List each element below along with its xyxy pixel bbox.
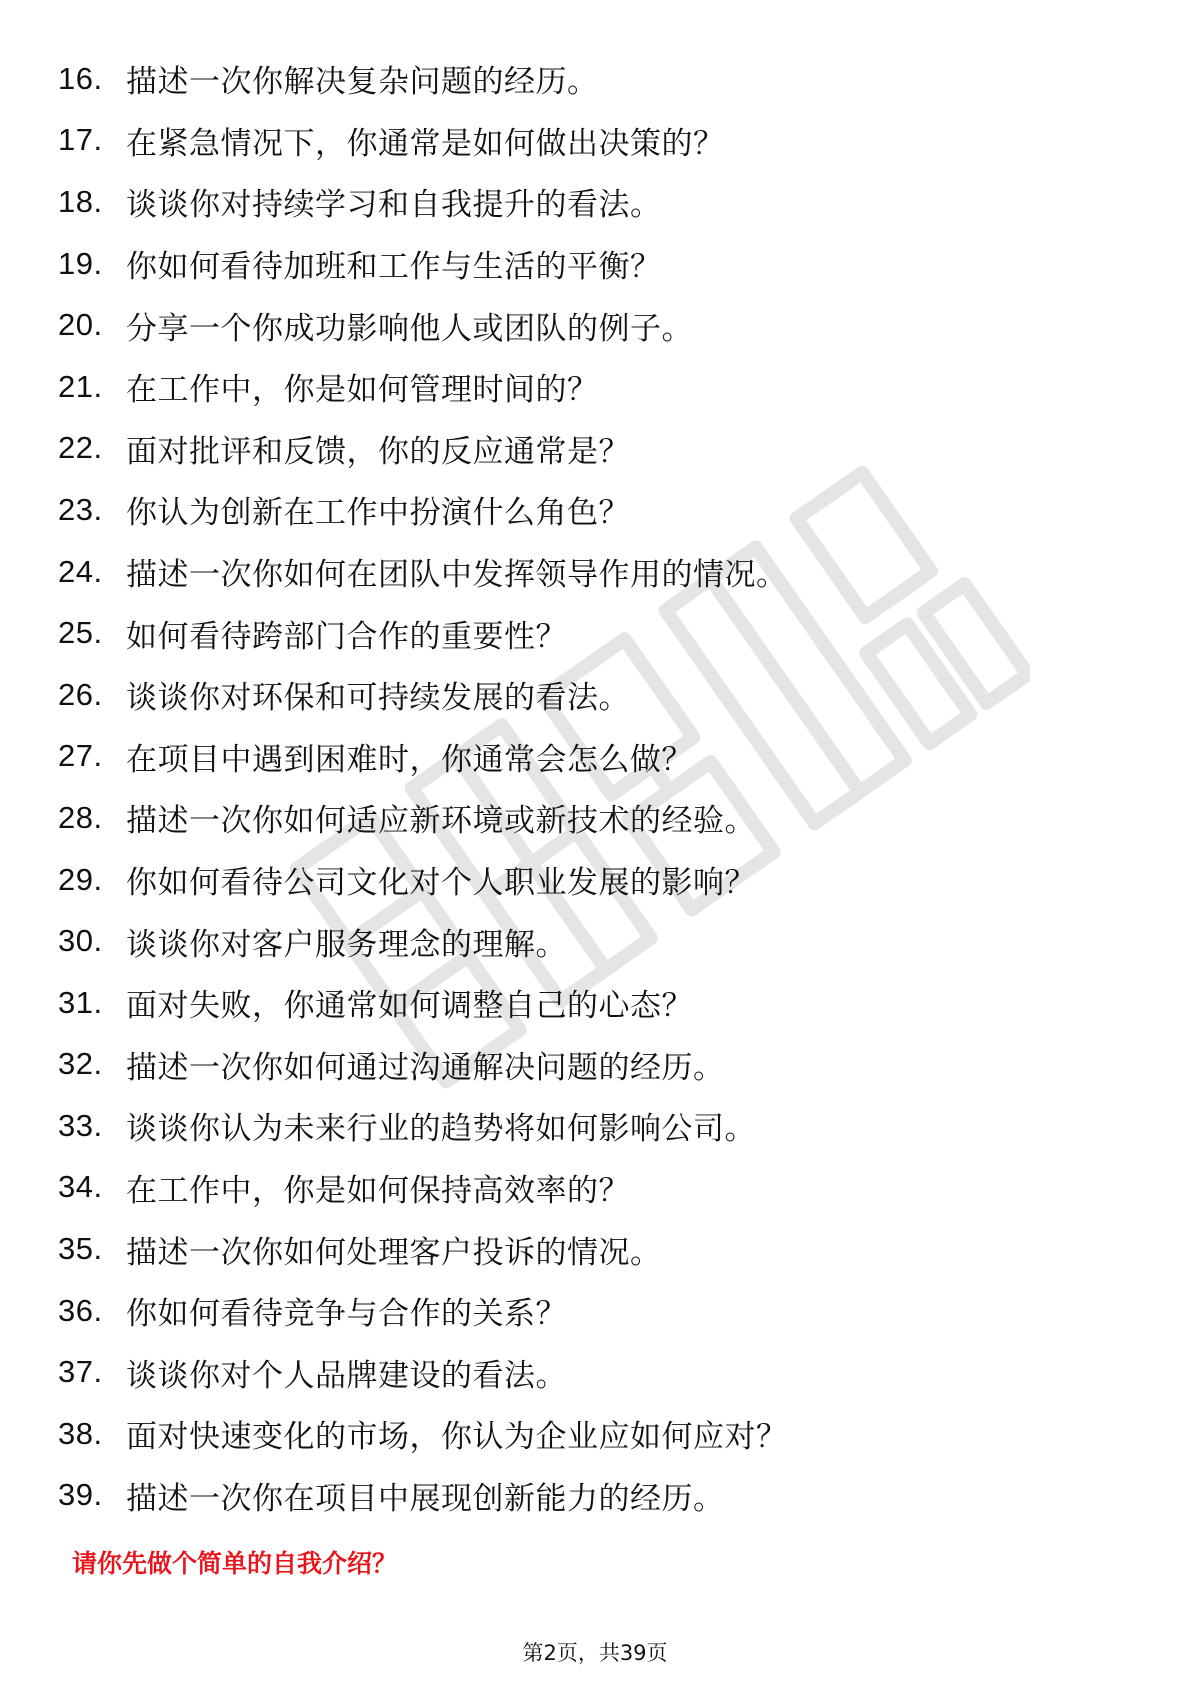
- question-text: 在项目中遇到困难时，你通常会怎么做？: [126, 741, 693, 778]
- highlight-question: 请你先做个简单的自我介绍？: [72, 1549, 398, 1578]
- question-item: [58, 910, 788, 972]
- question-text: 你如何看待加班和工作与生活的平衡？: [126, 249, 662, 286]
- question-number: 23.: [58, 491, 103, 527]
- question-item: [58, 1341, 788, 1403]
- question-number: 21.: [58, 368, 103, 404]
- question-number: 31.: [58, 984, 103, 1020]
- question-text: 你认为创新在工作中扮演什么角色？: [126, 495, 630, 532]
- question-number: 26.: [58, 676, 103, 712]
- question-text: 谈谈你对个人品牌建设的看法。: [126, 1357, 567, 1394]
- question-number: 38.: [58, 1415, 103, 1451]
- question-text: 描述一次你如何适应新环境或新技术的经验。: [126, 803, 756, 840]
- question-number: 35.: [58, 1231, 103, 1267]
- question-text: 谈谈你对持续学习和自我提升的看法。: [126, 187, 662, 224]
- question-number: 28.: [58, 799, 103, 835]
- question-item: [58, 1280, 788, 1342]
- question-item: [58, 110, 788, 172]
- question-number: 24.: [58, 553, 103, 589]
- question-text: 描述一次你如何处理客户投诉的情况。: [126, 1234, 662, 1271]
- question-text: 描述一次你如何在团队中发挥领导作用的情况。: [126, 557, 788, 594]
- question-text: 你如何看待竞争与合作的关系？: [126, 1296, 567, 1333]
- question-text: 谈谈你认为未来行业的趋势将如何影响公司。: [126, 1111, 756, 1148]
- question-text: 谈谈你对环保和可持续发展的看法。: [126, 680, 630, 717]
- question-text: 谈谈你对客户服务理念的理解。: [126, 926, 567, 963]
- question-item: [58, 1157, 788, 1219]
- question-number: 27.: [58, 738, 103, 774]
- question-item: [58, 664, 788, 726]
- question-text: 在工作中，你是如何管理时间的？: [126, 372, 599, 409]
- question-number: 32.: [58, 1046, 103, 1082]
- question-number: 17.: [58, 122, 103, 158]
- question-item: [58, 1465, 788, 1527]
- question-text: 描述一次你在项目中展现创新能力的经历。: [126, 1480, 725, 1517]
- question-item: [58, 171, 788, 233]
- question-number: 37.: [58, 1354, 103, 1390]
- question-item: [58, 849, 788, 911]
- question-number: 29.: [58, 861, 103, 897]
- question-item: [58, 294, 788, 356]
- question-number: 36.: [58, 1292, 103, 1328]
- question-item: [58, 479, 788, 541]
- question-text: 面对批评和反馈，你的反应通常是？: [126, 433, 630, 470]
- question-item: [58, 541, 788, 603]
- question-item: [58, 726, 788, 788]
- question-item: [58, 48, 788, 110]
- question-text: 在工作中，你是如何保持高效率的？: [126, 1172, 630, 1209]
- question-text: 面对快速变化的市场，你认为企业应如何应对？: [126, 1419, 788, 1456]
- question-number: 25.: [58, 615, 103, 651]
- question-item: [58, 356, 788, 418]
- question-text: 描述一次你解决复杂问题的经历。: [126, 64, 599, 101]
- question-item: [58, 418, 788, 480]
- question-item: [58, 1034, 788, 1096]
- question-item: [58, 233, 788, 295]
- question-text: 你如何看待公司文化对个人职业发展的影响？: [126, 865, 756, 902]
- question-number: 33.: [58, 1107, 103, 1143]
- question-list: [58, 48, 788, 1526]
- question-number: 19.: [58, 245, 103, 281]
- question-number: 34.: [58, 1169, 103, 1205]
- question-number: 20.: [58, 307, 103, 343]
- question-text: 面对失败，你通常如何调整自己的心态？: [126, 988, 693, 1025]
- question-number: 30.: [58, 923, 103, 959]
- question-number: 39.: [58, 1477, 103, 1513]
- question-item: [58, 1218, 788, 1280]
- question-item: [58, 1095, 788, 1157]
- question-text: 描述一次你如何通过沟通解决问题的经历。: [126, 1049, 725, 1086]
- question-item: [58, 602, 788, 664]
- question-text: 在紧急情况下，你通常是如何做出决策的？: [126, 125, 725, 162]
- question-number: 18.: [58, 183, 103, 219]
- question-item: [58, 787, 788, 849]
- question-text: 分享一个你成功影响他人或团队的例子。: [126, 310, 693, 347]
- question-item: [58, 972, 788, 1034]
- question-number: 22.: [58, 430, 103, 466]
- question-item: [58, 1403, 788, 1465]
- page-footer: 第2页，共39页: [522, 1641, 668, 1665]
- question-number: 16.: [58, 60, 103, 96]
- question-text: 如何看待跨部门合作的重要性？: [126, 618, 567, 655]
